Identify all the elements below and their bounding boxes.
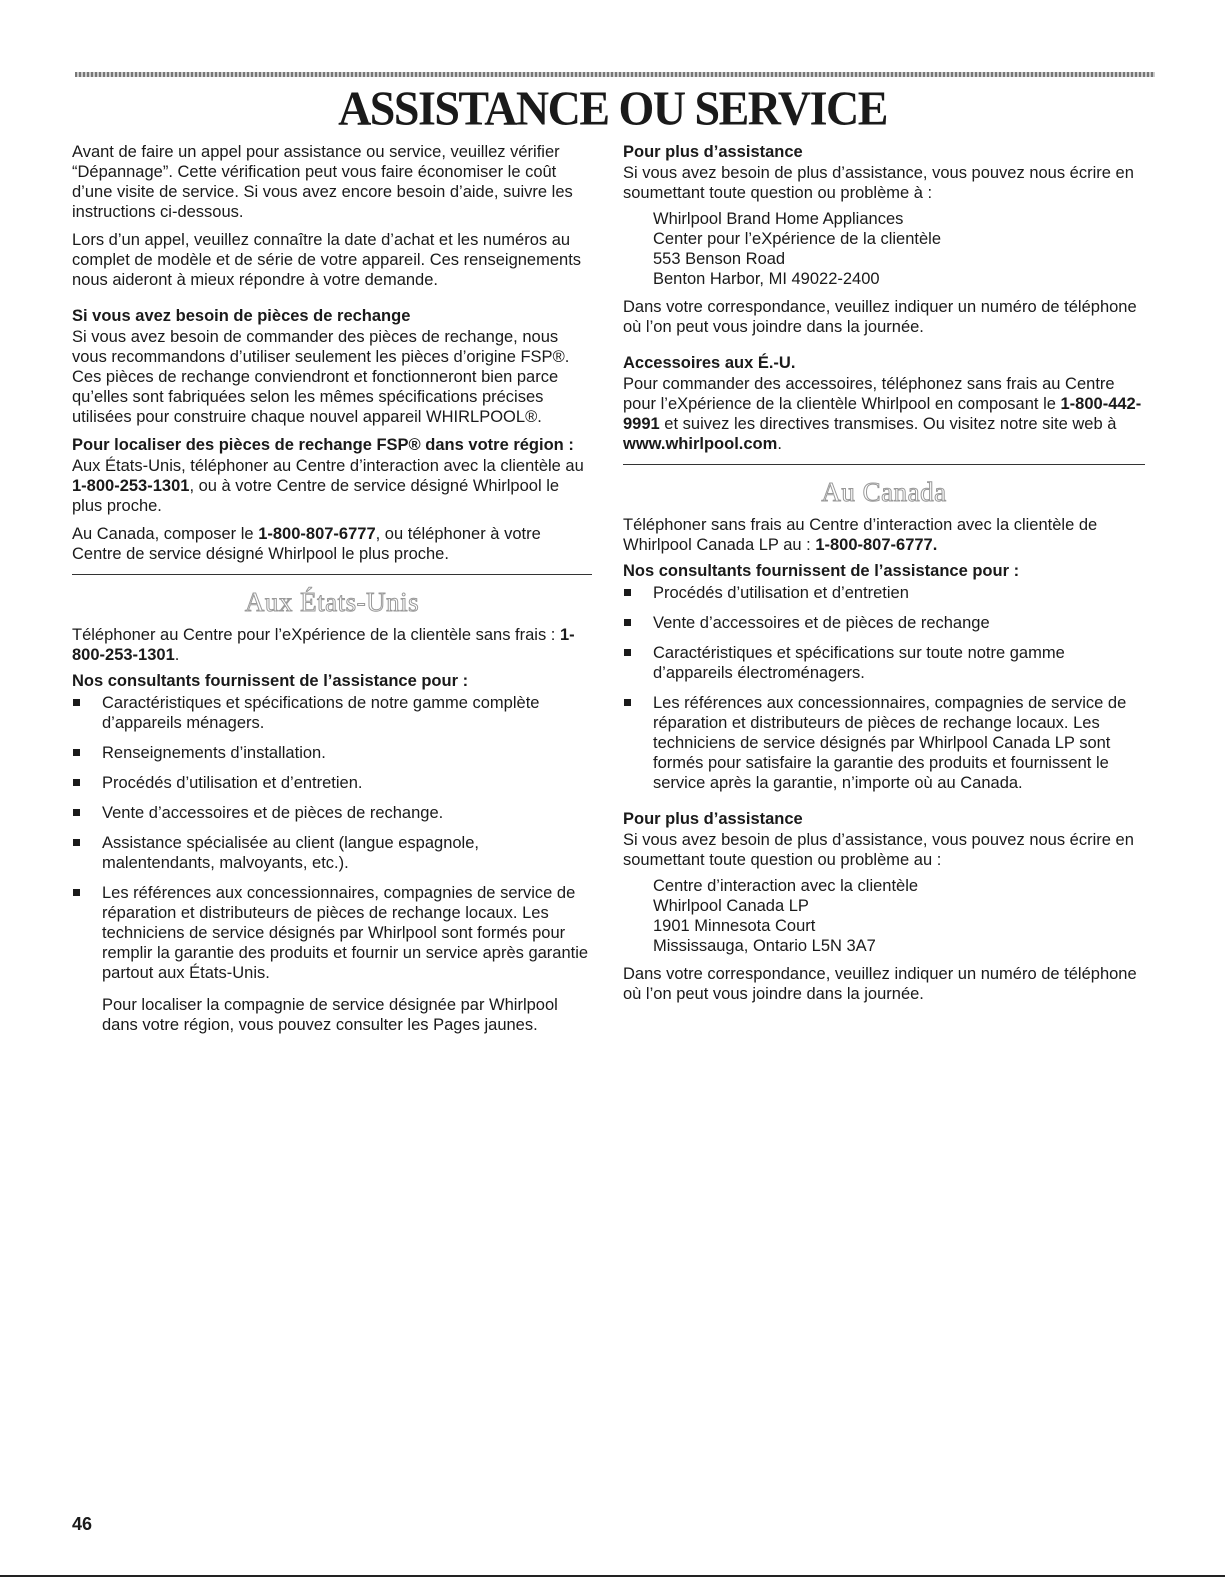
more-assistance-heading: Pour plus d’assistance — [623, 143, 803, 161]
square-bullet-icon — [624, 699, 631, 706]
us-correspondence-text: Dans votre correspondance, veuillez indiquer un numéro de téléphone où l’on peut vous joindre dans la journée. — [623, 298, 1137, 336]
address-line: Mississauga, Ontario L5N 3A7 — [653, 937, 876, 955]
address-line: 553 Benson Road — [653, 250, 786, 268]
canada-assistance-list — [623, 583, 1145, 793]
us-mailing-address — [653, 209, 1145, 289]
locate-parts-heading: Pour localiser des pièces de rechange FSP® dans votre région : — [72, 436, 574, 454]
locate-canada-text: Au Canada, composer le 1-800-807-6777, ou téléphoner à votre Centre de service désigné Whirlpool le plus proche. — [72, 525, 541, 563]
square-bullet-icon — [73, 779, 80, 786]
intro-paragraph-2: Lors d’un appel, veuillez connaître la date d’achat et les numéros au complet de modèle et de série de votre appareil. Ces renseignements nous aideront à mieux répondre à votre demande. — [72, 231, 582, 289]
list-item: Les références aux concessionnaires, compagnies de service de réparation et distributeurs de pièces de rechange locaux. Les techniciens de service désignés par Whirlpool Canada LP sont formés pour satisfaire la garantie des produits et fournissent le service après la garantie, n’importe où au Canada. — [623, 693, 1145, 793]
address-line: Center pour l’eXpérience de la clientèle — [653, 230, 942, 248]
canada-consultants-heading: Nos consultants fournissent de l’assistance pour : — [623, 562, 1020, 580]
square-bullet-icon — [624, 589, 631, 596]
us-consultants-heading: Nos consultants fournissent de l’assistance pour : — [72, 672, 469, 690]
list-item: Procédés d’utilisation et d’entretien — [623, 583, 1145, 603]
bottom-rule — [0, 1575, 1225, 1577]
section-divider — [623, 464, 1145, 465]
square-bullet-icon — [73, 749, 80, 756]
parts-text: Si vous avez besoin de commander des pièces de rechange, nous vous recommandons d’utiliser seulement les pièces d’origine FSP®. Ces pièces de rechange conviendront et fonctionneront bien parce qu’elles sont fabriquées selon les mêmes spécifications précises utilisées pour construire chaque nouvel appareil WHIRLPOOL®. — [72, 328, 570, 426]
yellow-pages-text: Pour localiser la compagnie de service désignée par Whirlpool dans votre région, vous pouvez consulter les Pages jaunes. — [102, 996, 558, 1034]
address-line: Whirlpool Brand Home Appliances — [653, 210, 904, 228]
address-line: Whirlpool Canada LP — [653, 897, 809, 915]
phone-number: 1-800-253-1301 — [72, 626, 575, 664]
square-bullet-icon — [73, 839, 80, 846]
top-dotted-rule — [75, 72, 1155, 77]
canada-more-assistance-text: Si vous avez besoin de plus d’assistance, vous pouvez nous écrire en soumettant toute question ou problème au : — [623, 831, 1134, 869]
phone-number: 1-800-442-9991 — [623, 395, 1142, 433]
website-link[interactable]: www.whirlpool.com — [623, 435, 778, 453]
phone-number: 1-800-807-6777 — [258, 525, 376, 543]
list-item: Caractéristiques et spécifications de notre gamme complète d’appareils ménagers. — [72, 693, 592, 733]
square-bullet-icon — [624, 619, 631, 626]
accessories-text: Pour commander des accessoires, téléphonez sans frais au Centre pour l’eXpérience de la clientèle Whirlpool en composant le 1-800-442-9991 et suivez les directives transmises. Ou visitez notre site web à www.whirlpool.com. — [623, 375, 1142, 453]
phone-number: 1-800-253-1301 — [72, 477, 190, 495]
square-bullet-icon — [624, 649, 631, 656]
square-bullet-icon — [73, 809, 80, 816]
list-item: Renseignements d’installation. — [72, 743, 592, 763]
accessories-heading: Accessoires aux É.-U. — [623, 354, 796, 372]
square-bullet-icon — [73, 699, 80, 706]
right-column — [623, 142, 1145, 1012]
address-line: Centre d’interaction avec la clientèle — [653, 877, 919, 895]
left-column — [72, 142, 592, 1045]
list-item: Procédés d’utilisation et d’entretien. — [72, 773, 592, 793]
page-title: ASSISTANCE OU SERVICE — [338, 81, 887, 136]
list-item: Vente d’accessoires et de pièces de rechange. — [72, 803, 592, 823]
us-assistance-list — [72, 693, 592, 1035]
page-number: 46 — [72, 1514, 93, 1534]
section-divider — [72, 574, 592, 575]
us-call-text: Téléphoner au Centre pour l’eXpérience de la clientèle sans frais : 1-800-253-1301. — [72, 626, 575, 664]
list-item: Vente d’accessoires et de pièces de rechange — [623, 613, 1145, 633]
list-item: Les références aux concessionnaires, compagnies de service de réparation et distributeurs de pièces de rechange locaux. Les techniciens de service désignés par Whirlpool sont formés pour remplir la garantie des produits et fournir un service après garantie partout aux États-Unis. Pour localiser la compagnie de service désignée par Whirlpool dans votre région, vous pouvez consulter les Pages jaunes. — [72, 883, 592, 1035]
intro-paragraph-1: Avant de faire un appel pour assistance ou service, veuillez vérifier “Dépannage”. Cette vérification peut vous faire économiser le coût d’une visite de service. Si vous avez encore besoin d’aide, suivre les instructions ci-dessous. — [72, 143, 573, 221]
parts-heading: Si vous avez besoin de pièces de rechange — [72, 307, 411, 325]
canada-mailing-address — [653, 876, 1145, 956]
address-line: 1901 Minnesota Court — [653, 917, 816, 935]
locate-us-text: Aux États-Unis, téléphoner au Centre d’interaction avec la clientèle au 1-800-253-1301, ou à votre Centre de service désigné Whirlpool le plus proche. — [72, 457, 584, 515]
more-assistance-text: Si vous avez besoin de plus d’assistance, vous pouvez nous écrire en soumettant toute question ou problème à : — [623, 164, 1134, 202]
address-line: Benton Harbor, MI 49022-2400 — [653, 270, 880, 288]
list-item: Assistance spécialisée au client (langue espagnole, malentendants, malvoyants, etc.). — [72, 833, 592, 873]
canada-correspondence-text: Dans votre correspondance, veuillez indiquer un numéro de téléphone où l’on peut vous joindre dans la journée. — [623, 965, 1137, 1003]
us-section-title: Aux États-Unis — [244, 587, 420, 617]
canada-section-title: Au Canada — [821, 477, 947, 507]
canada-more-assistance-heading: Pour plus d’assistance — [623, 810, 803, 828]
list-item: Caractéristiques et spécifications sur toute notre gamme d’appareils électroménagers. — [623, 643, 1145, 683]
phone-number: 1-800-807-6777. — [815, 536, 938, 554]
square-bullet-icon — [73, 889, 80, 896]
canada-call-text: Téléphoner sans frais au Centre d’interaction avec la clientèle de Whirlpool Canada LP au : 1-800-807-6777. — [623, 516, 1098, 554]
